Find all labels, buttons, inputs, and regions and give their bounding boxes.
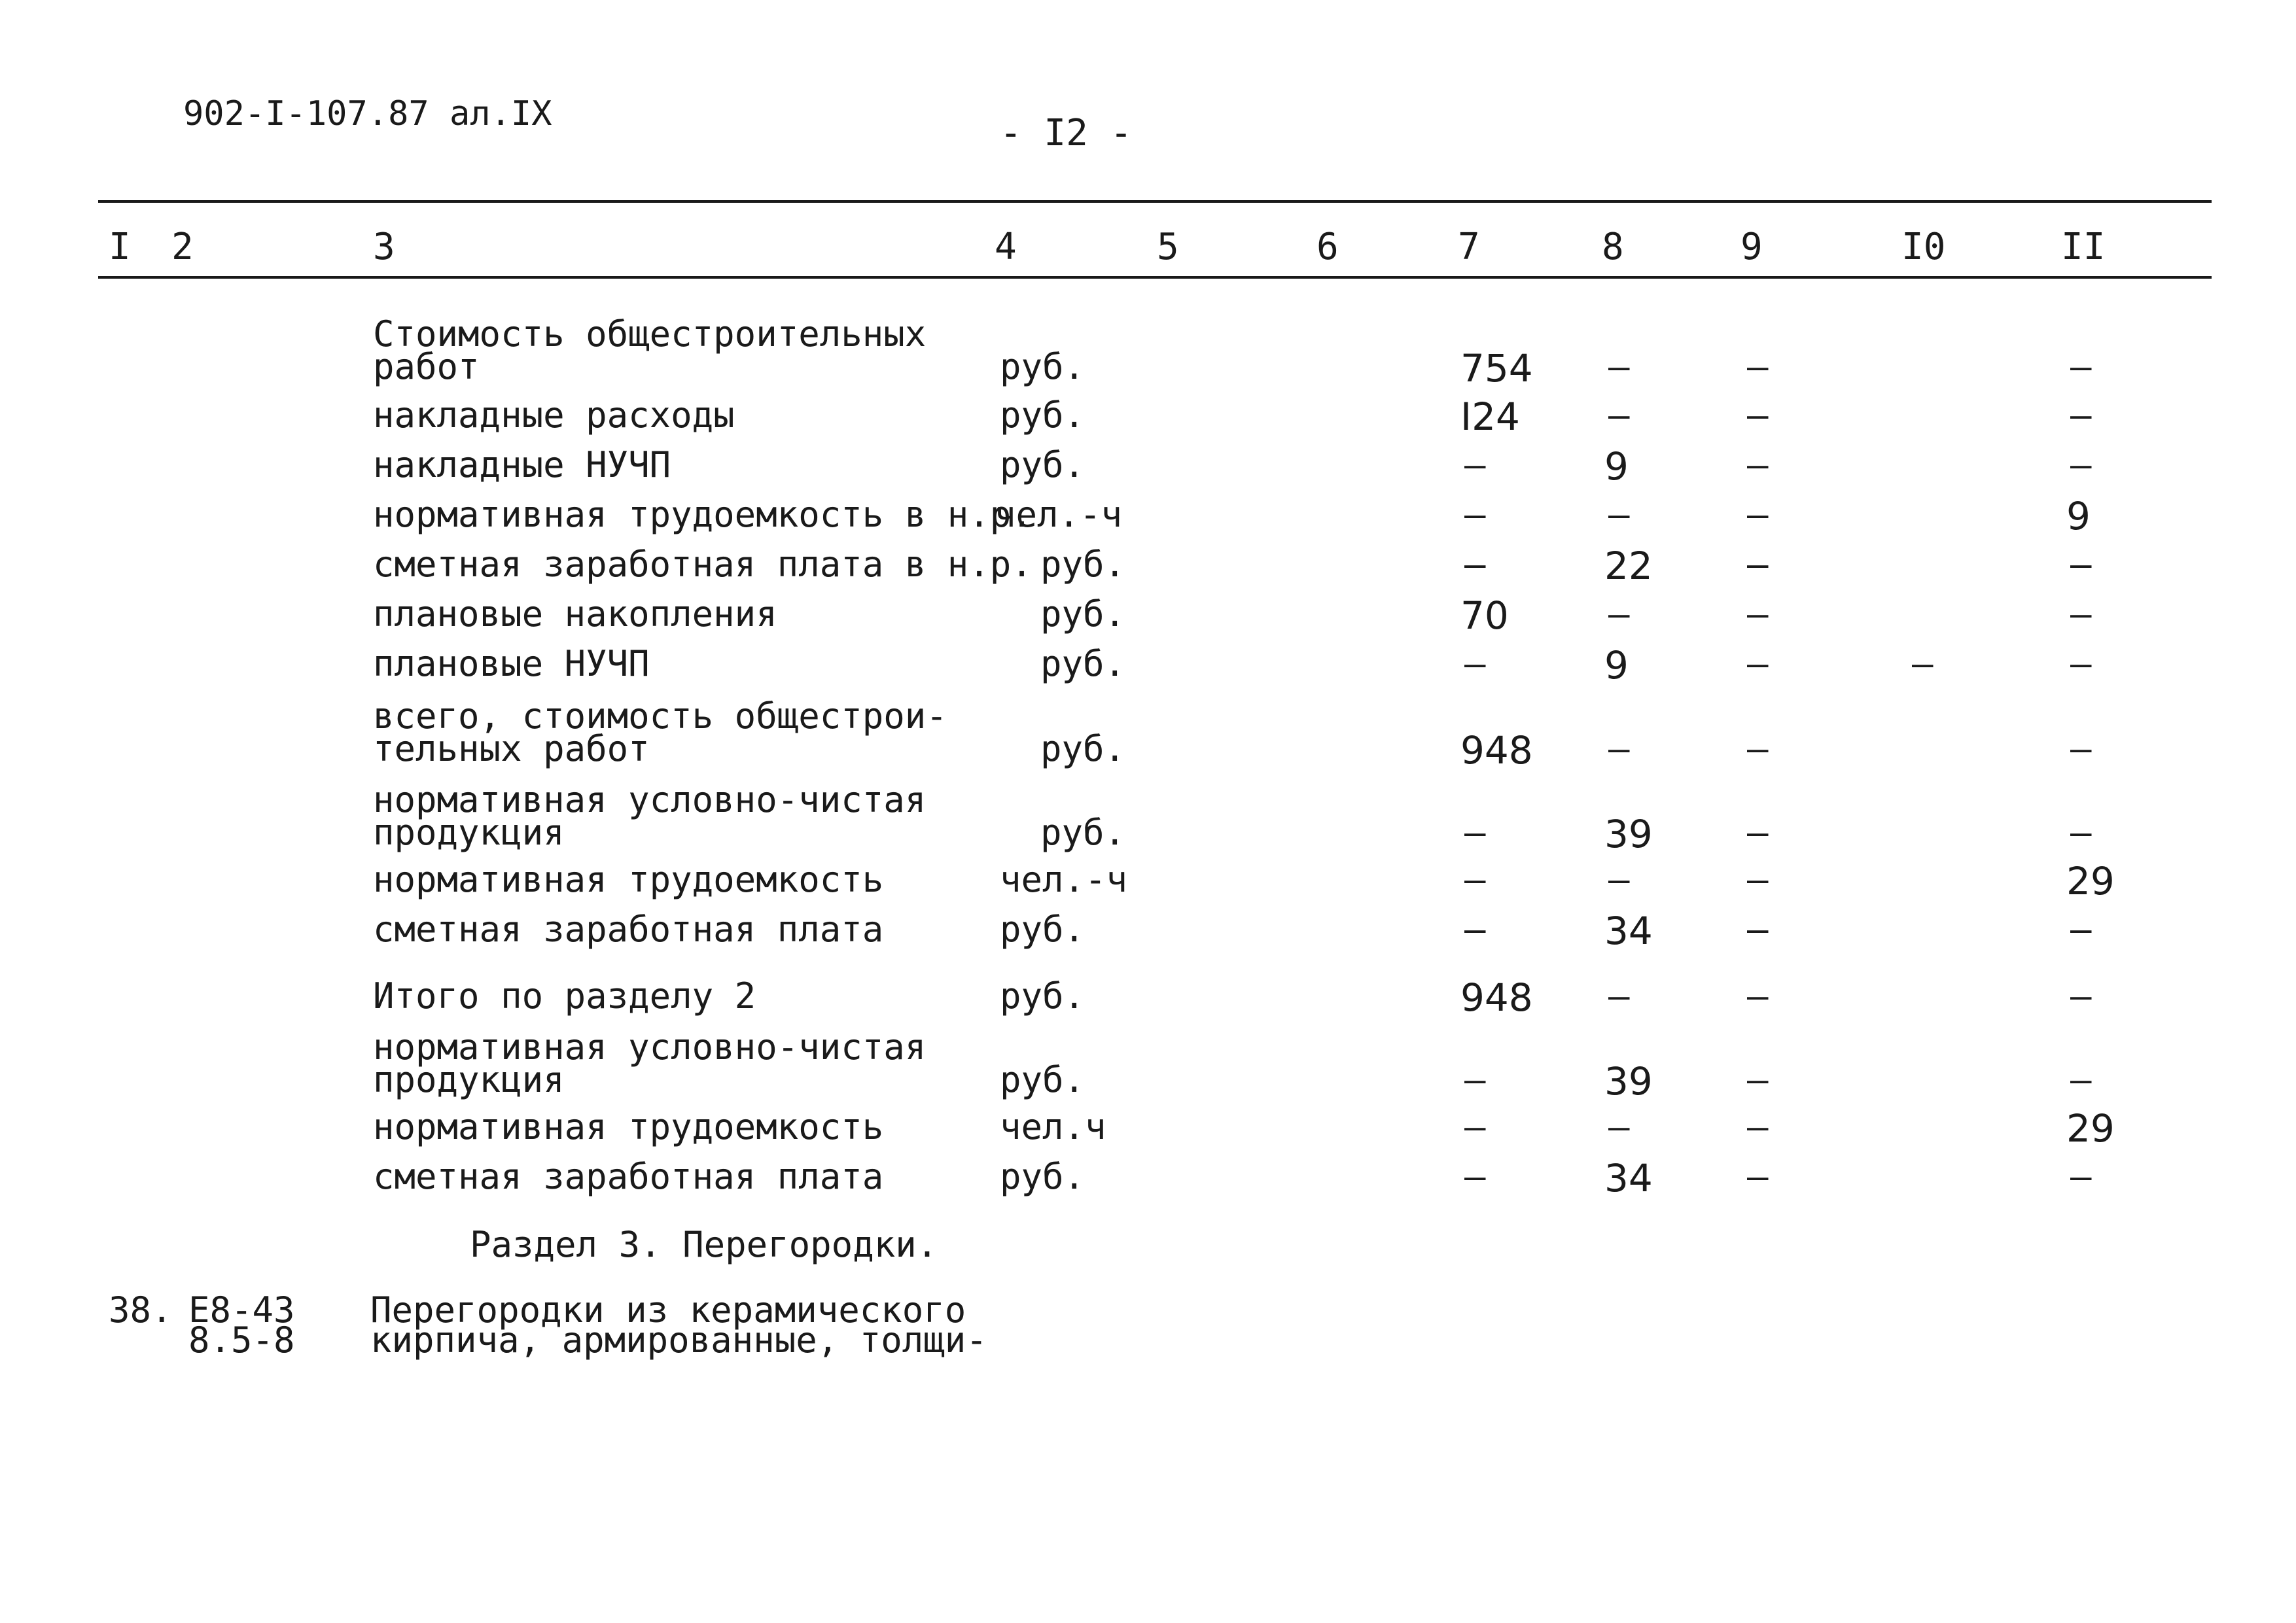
cell-col-11: –: [2070, 728, 2092, 769]
column-number-3: 3: [373, 226, 395, 268]
cell-col-9: –: [1747, 975, 1769, 1017]
cell-col-7: –: [1464, 1156, 1486, 1197]
table-header-rule: [98, 276, 2212, 279]
cell-col-9: –: [1747, 394, 1769, 436]
row-unit: руб.: [1040, 544, 1126, 585]
column-number-4: 4: [995, 226, 1017, 268]
cell-col-11: 29: [2066, 859, 2115, 903]
cell-col-11: 9: [2066, 494, 2091, 538]
cell-col-7: –: [1464, 494, 1486, 535]
page-number: - I2 -: [1000, 112, 1133, 154]
cell-col-9: –: [1747, 643, 1769, 684]
cell-col-11: –: [2070, 643, 2092, 684]
cell-col-11: –: [2070, 444, 2092, 485]
cell-col-7: 70: [1460, 593, 1509, 638]
cell-col-11: –: [2070, 975, 2092, 1017]
cell-col-7: –: [1464, 544, 1486, 585]
column-number-8: 8: [1602, 226, 1624, 268]
row-unit: руб.: [1000, 1156, 1086, 1197]
item-description-line1: Перегородки из керамического: [370, 1289, 966, 1331]
cell-col-9: –: [1747, 593, 1769, 635]
row-label: накладные НУЧП: [373, 444, 671, 485]
row-label: всего, стоимость общестрои-: [373, 695, 947, 737]
cell-col-7: 948: [1460, 728, 1533, 773]
cell-col-11: –: [2070, 593, 2092, 635]
cell-col-8: 39: [1604, 812, 1653, 856]
cell-col-8: –: [1608, 494, 1630, 535]
row-unit: руб.: [1040, 643, 1126, 684]
cell-col-9: –: [1747, 444, 1769, 485]
column-number-5: 5: [1157, 226, 1179, 268]
row-label: нормативная условно-чистая: [373, 779, 927, 820]
item-code-primary: Е8-43: [188, 1289, 295, 1331]
row-unit: руб.: [1000, 1059, 1086, 1100]
column-number-9: 9: [1740, 226, 1763, 268]
cell-col-11: –: [2070, 1156, 2092, 1197]
row-label-continued: работ: [373, 346, 480, 387]
row-unit: чел.ч: [1000, 1106, 1106, 1147]
cell-col-7: –: [1464, 1106, 1486, 1147]
row-label: нормативная условно-чистая: [373, 1026, 927, 1068]
cell-col-7: –: [1464, 444, 1486, 485]
document-code: 902-I-107.87 ал.IX: [183, 94, 552, 133]
row-unit: чел.-ч: [1000, 859, 1128, 900]
row-label-continued: продукция: [373, 812, 565, 853]
cell-col-8: 9: [1604, 643, 1629, 688]
row-unit: руб.: [1000, 909, 1086, 950]
item-number: 38.: [109, 1289, 173, 1331]
row-label: сметная заработная плата: [373, 1156, 884, 1197]
column-number-6: 6: [1316, 226, 1339, 268]
cell-col-11: –: [2070, 394, 2092, 436]
row-label: нормативная трудоемкость: [373, 859, 884, 900]
row-label: нормативная трудоемкость в н.р.: [373, 494, 1033, 535]
cell-col-8: –: [1608, 593, 1630, 635]
column-number-1: I: [109, 226, 131, 268]
column-number-10: I0: [1901, 226, 1946, 268]
cell-col-11: –: [2070, 346, 2092, 387]
cell-col-7: I24: [1460, 394, 1520, 439]
row-label: сметная заработная плата: [373, 909, 884, 950]
row-unit: руб.: [1000, 394, 1086, 436]
row-unit: руб.: [1000, 444, 1086, 485]
table-top-rule: [98, 200, 2212, 203]
cell-col-7: –: [1464, 859, 1486, 900]
cell-col-9: –: [1747, 859, 1769, 900]
cell-col-11: –: [2070, 544, 2092, 585]
cell-col-9: –: [1747, 346, 1769, 387]
cell-col-8: –: [1608, 346, 1630, 387]
cell-col-9: –: [1747, 1106, 1769, 1147]
row-label: Стоимость общестроительных: [373, 313, 927, 355]
cell-col-7: 948: [1460, 975, 1533, 1020]
row-label: Итого по разделу 2: [373, 975, 756, 1017]
cell-col-9: –: [1747, 494, 1769, 535]
row-label: плановые накопления: [373, 593, 777, 635]
cell-col-8: –: [1608, 728, 1630, 769]
cell-col-10: –: [1912, 643, 1934, 684]
row-label-continued: продукция: [373, 1059, 565, 1100]
row-unit: руб.: [1040, 593, 1126, 635]
column-number-11: II: [2061, 226, 2106, 268]
row-label: плановые НУЧП: [373, 643, 650, 684]
cell-col-11: 29: [2066, 1106, 2115, 1151]
cell-col-7: –: [1464, 909, 1486, 950]
cell-col-7: 754: [1460, 346, 1533, 391]
cell-col-8: –: [1608, 859, 1630, 900]
row-unit: руб.: [1040, 812, 1126, 853]
cell-col-9: –: [1747, 1156, 1769, 1197]
cell-col-8: 22: [1604, 544, 1653, 588]
cell-col-11: –: [2070, 909, 2092, 950]
cell-col-7: –: [1464, 643, 1486, 684]
cell-col-8: –: [1608, 1106, 1630, 1147]
cell-col-8: 34: [1604, 909, 1653, 953]
cell-col-9: –: [1747, 544, 1769, 585]
cell-col-9: –: [1747, 812, 1769, 853]
item-description-line2: кирпича, армированные, толщи-: [370, 1319, 987, 1361]
cell-col-7: –: [1464, 1059, 1486, 1100]
cell-col-8: –: [1608, 975, 1630, 1017]
cell-col-9: –: [1747, 728, 1769, 769]
row-label: нормативная трудоемкость: [373, 1106, 884, 1147]
row-unit: руб.: [1000, 346, 1086, 387]
row-unit: руб.: [1040, 728, 1126, 769]
cell-col-8: 34: [1604, 1156, 1653, 1200]
section-title: Раздел 3. Перегородки.: [470, 1224, 938, 1265]
cell-col-9: –: [1747, 909, 1769, 950]
row-label-continued: тельных работ: [373, 728, 650, 769]
cell-col-11: –: [2070, 1059, 2092, 1100]
row-unit: чел.-ч: [995, 494, 1123, 535]
cell-col-11: –: [2070, 812, 2092, 853]
column-number-7: 7: [1458, 226, 1480, 268]
cell-col-7: –: [1464, 812, 1486, 853]
row-label: накладные расходы: [373, 394, 735, 436]
cell-col-8: 39: [1604, 1059, 1653, 1104]
cell-col-9: –: [1747, 1059, 1769, 1100]
cell-col-8: 9: [1604, 444, 1629, 489]
row-unit: руб.: [1000, 975, 1086, 1017]
row-label: сметная заработная плата в н.р.: [373, 544, 1033, 585]
item-code-secondary: 8.5-8: [188, 1319, 295, 1361]
cell-col-8: –: [1608, 394, 1630, 436]
column-number-2: 2: [171, 226, 194, 268]
